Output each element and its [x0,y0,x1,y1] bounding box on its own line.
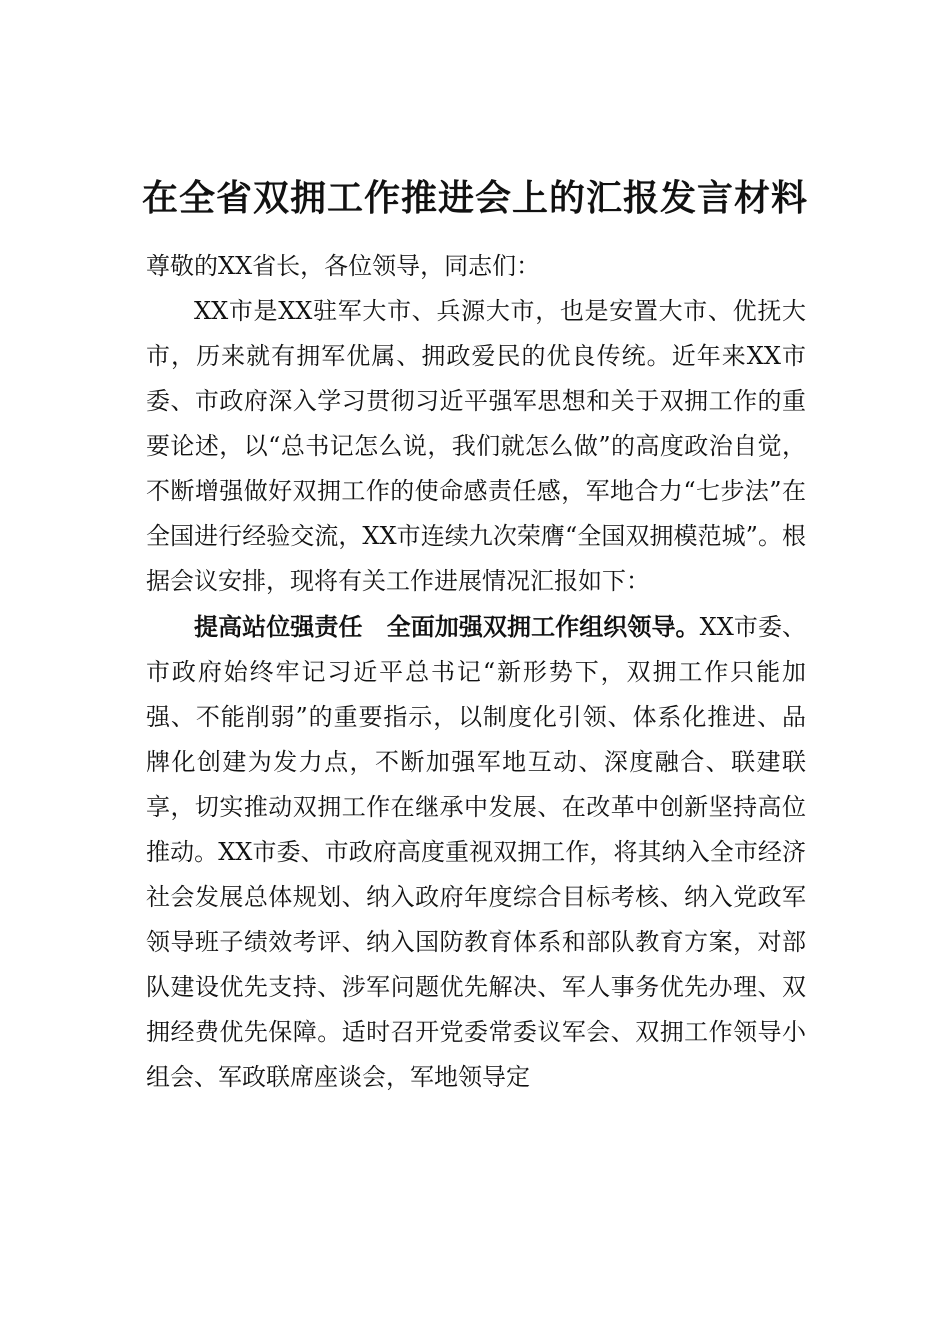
paragraph-leadership [146,604,806,1100]
salutation: 尊敬的XX省长，各位领导，同志们： [146,252,541,280]
paragraph-text: XX市委、市政府始终牢记习近平总书记“新形势下，双拥工作只能加强、不能削弱”的重要指示，以制度化引领、体系化推进、品牌化创建为发力点，不断加强军地互动、深度融合、联建联享，切实推动双拥工作在继承中发展、在改革中创新坚持高位推动。XX市委、市政府高度重视双拥工作，将其纳入全市经济社会发展总体规划、纳入政府年度综合目标考核、纳入党政军领导班子绩效考评、纳入国防教育体系和部队教育方案，对部队建设优先支持、涉军问题优先解决、军人事务优先办理、双拥经费优先保障。适时召开党委常委议军会、双拥工作领导小组会、军政联席座谈会，军地领导定 [146,613,807,1091]
paragraph-heading-part-2: 全面加强双拥工作组织领导。 [386,612,700,641]
paragraph-heading-part-1: 提高站位强责任 [194,612,363,641]
paragraph-text: XX市是XX驻军大市、兵源大市，也是安置大市、优抚大市，历来就有拥军优属、拥政爱民的优良传统。近年来XX市委、市政府深入学习贯彻习近平强军思想和关于双拥工作的重要论述，以“总书记怎么说，我们就怎么做”的高度政治自觉，不断增强做好双拥工作的使命感责任感，军地合力“七步法”在全国进行经验交流，XX市连续九次荣膺“全国双拥模范城”。根据会议安排，现将有关工作进展情况汇报如下： [146,297,806,595]
document-title: 在全省双拥工作推进会上的汇报发言材料 [141,177,808,219]
paragraph-intro [146,289,806,604]
document-body [146,244,806,1100]
